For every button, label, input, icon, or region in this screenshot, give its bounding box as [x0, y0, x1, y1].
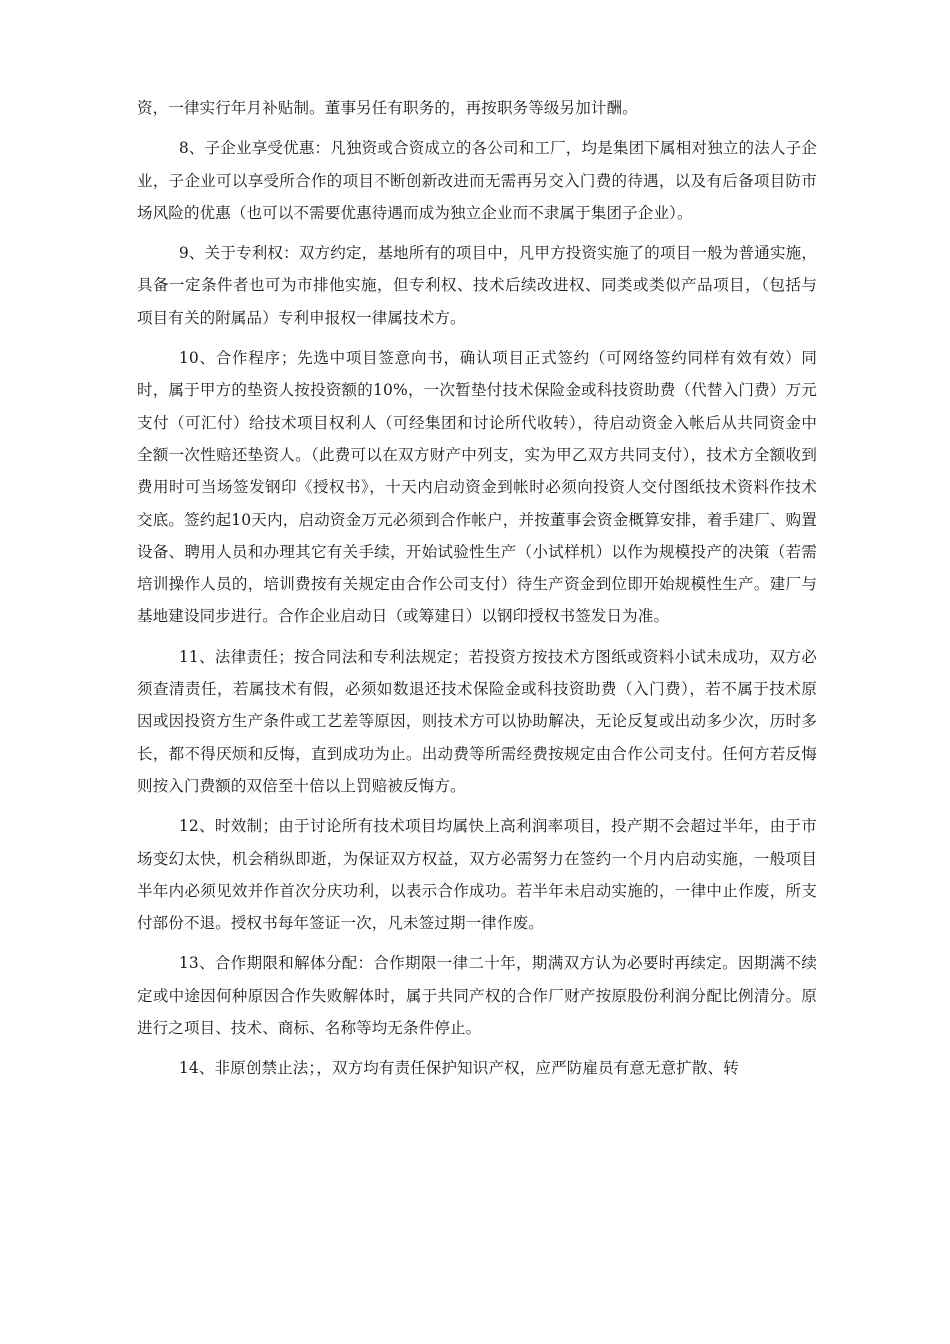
- text-line: 资人交付图纸技术资料作技术交底。签约起10天内，启动资金万元必须到合作帐户，并按董: [137, 478, 817, 529]
- text-line: 事会资金概算安排，着手建厂、购置设备、聘用人员和办理其它有关手续，开始试验性生产: [137, 510, 817, 561]
- text-line: 日）以钢印授权书签发日为准。: [450, 607, 670, 626]
- paragraph-clause-14: [137, 1052, 817, 1084]
- text-line: 由于市场变幻太快，机会稍纵即逝，为保证双方权益，双方必需努力在签约一个月内启动实: [137, 817, 817, 868]
- paragraph-continuation: [137, 92, 817, 124]
- text-line: 施，一般项目半年内必须见效并作首次分庆功利，以表示合作成功。若半年未启动实施的，: [137, 849, 817, 900]
- text-line: 的法人子企业，子企业可以享受所合作的项目不断创新改进而无需再另交入门费的待遇，以及: [137, 139, 817, 190]
- text-line: 属于技术原因或因投资方生产条件或工艺差等原因，则技术方可以协助解决，无论反复或出: [137, 680, 817, 731]
- text-line: 业）。: [653, 203, 693, 222]
- text-line: 双方必须查清责任，若属技术有假，必须如数退还技术保险金或科技资助费（入门费），若不: [137, 647, 817, 699]
- text-line: 8、子企业享受优惠：凡独资或合资成立的各公司和工厂，均是集团下属相对独立: [178, 139, 739, 158]
- paragraph-clause-8: [137, 132, 817, 229]
- paragraph-clause-13: [137, 947, 817, 1044]
- text-line: 动多少次，历时多长，都不得厌烦和反悔，直到成功为止。出动费等所需经费按规定由合作: [137, 712, 817, 763]
- text-line: 14、非原创禁止法；，双方均有责任保护知识产权，应严防雇员有意无意扩散、转: [178, 1059, 739, 1078]
- text-line: 付）待生产资金到位即开始规模性生产。建厂与基地建设同步进行。合作企业启动日（或筹建: [137, 575, 817, 626]
- text-line: （小试样机）以作为规模投产的决策（若需培训操作人员的，培训费按有关规定由合作公司支: [137, 542, 817, 594]
- text-line: 9、关于专利权：双方约定，基地所有的项目中，凡甲方投资实施了的项目一般为: [178, 244, 739, 263]
- paragraph-clause-12: [137, 810, 817, 939]
- text-line: 13、合作期限和解体分配：合作期限一律二十年，期满双方认为必要时再续定。因: [178, 954, 754, 973]
- text-line: 普通实施，具备一定条件者也可为市排他实施，但专利权、技术后续改进权、同类或类似产: [137, 244, 817, 295]
- text-line: 配比例清分。原进行之项目、技术、商标、名称等均无条件停止。: [137, 986, 817, 1038]
- text-line: 门费）万元支付（可汇付）给技术项目权利人（可经集团和讨论所代收转），待启动资金入帐后: [137, 381, 817, 432]
- text-line: 10、合作程序；先选中项目签意向书，确认项目正式签约（可网络签约同样有效有: [178, 349, 769, 368]
- text-line: 品项目，（包括与项目有关的附属品）专利申报权一律属技术方。: [137, 276, 817, 327]
- text-line: 一律中止作废，所支付部份不退。授权书每年签证一次，凡未签过期一律作废。: [137, 881, 817, 933]
- text-line: 有后备项目防市场风险的优惠（也可以不需要优惠待遇而成为独立企业而不隶属于集团子企: [137, 171, 817, 222]
- paragraph-clause-10: [137, 342, 817, 633]
- text-line: 效）同时，属于甲方的垫资人按投资额的10%，一次暂垫付技术保险金或科技资助费（代替入: [137, 349, 817, 400]
- paragraph-clause-11: [137, 641, 817, 802]
- text-line: 付），技术方全额收到费用时可当场签发钢印《授权书》，十天内启动资金到帐时必须向投: [137, 445, 817, 497]
- text-line: 12、时效制；由于讨论所有技术项目均属快上高利润率项目，投产期不会超过半年，: [178, 817, 770, 836]
- text-line: 期满不续定或中途因何种原因合作失败解体时，属于共同产权的合作厂财产按原股份利润分: [137, 954, 817, 1005]
- text-line: 公司支付。任何方若反悔则按入门费额的双倍至十倍以上罚赔被反悔方。: [137, 744, 817, 795]
- text-line: 资，一律实行年月补贴制。董事另任有职务的，再按职务等级另加计酬。: [137, 99, 638, 117]
- document-body: [137, 92, 817, 1093]
- text-line: 11、法律责任；按合同法和专利法规定；若投资方按技术方图纸或资料小试未成功，: [178, 647, 770, 666]
- text-line: 从共同资金中全额一次性赔还垫资人。（此费可以在双方财产中列支，实为甲乙双方共同支: [137, 413, 817, 464]
- paragraph-clause-9: [137, 237, 817, 334]
